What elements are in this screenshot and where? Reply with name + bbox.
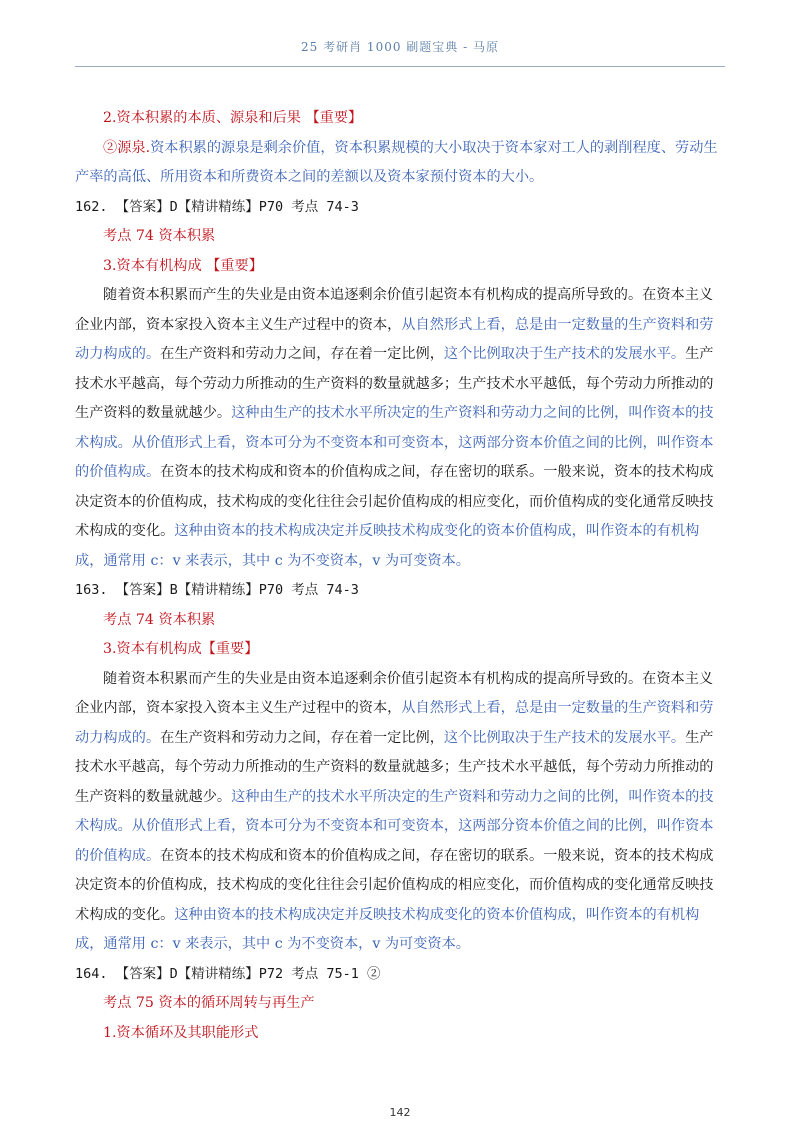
- source-label: ②源泉.: [103, 139, 151, 156]
- highlight-run: 这种由生产的技术水平所决定的生产资料和劳动力之间的比例，叫作资本的技术构成。从价值形式上看，资本可分为不变资本和可变资本，这两部分资本价值之间的比例，叫作资本的价值构成。: [75, 788, 714, 864]
- topic-heading-163: 考点 74 资本积累: [103, 611, 216, 628]
- answer-line-162: 162. 【答案】D【精讲精练】P70 考点 74-3: [75, 198, 359, 215]
- highlight-run: 从自然形式上看，总是由一定数量的生产资料和劳动力构成的。: [75, 316, 714, 362]
- highlight-run: 从自然形式上看，总是由一定数量的生产资料和劳动力构成的。: [75, 700, 714, 746]
- highlight-run: 这种由生产的技术水平所决定的生产资料和劳动力之间的比例，叫作资本的技术构成。从价值形式上看，资本可分为不变资本和可变资本，这两部分资本价值之间的比例，叫作资本的价值构成。: [75, 405, 714, 480]
- subtopic-heading-164: 1.资本循环及其职能形式: [103, 1024, 259, 1041]
- page-number: 142: [389, 1106, 411, 1119]
- highlight-run: 这种由资本的技术构成决定并反映技术构成变化的资本价值构成，叫作资本的有机构成，通常用 c：v 来表示，其中 c 为不变资本，v 为可变资本。: [75, 906, 700, 952]
- highlight-run: 这个比例取决于生产技术的发展水平。: [443, 346, 686, 362]
- topic-heading-164: 考点 75 资本的循环周转与再生产: [103, 995, 315, 1011]
- highlight-run: 这种由资本的技术构成决定并反映技术构成变化的资本价值构成，叫作资本的有机构成，通常用 c：v 来表示，其中 c 为不变资本，v 为可变资本。: [75, 523, 700, 569]
- subtopic-heading-162: 3.资本有机构成 【重要】: [103, 257, 263, 274]
- text-run: 在生产资料和劳动力之间，存在着一定比例，: [160, 346, 444, 362]
- text-run: 生产技术水平越高，每个劳动力所推动的生产资料的数量就越多；生产技术水平越低，每个劳动力所推动的生产资料的数量就越少。: [75, 729, 714, 805]
- subtopic-heading-163: 3.资本有机构成【重要】: [103, 641, 259, 657]
- page-header: 25 考研肖 1000 刷题宝典 - 马原: [301, 40, 499, 54]
- explanation-paragraph-162: [75, 281, 725, 576]
- text-run: 在资本的技术构成和资本的价值构成之间，存在密切的联系。一般来说，资本的技术构成决定资本的价值构成，技术构成的变化往往会引起价值构成的相应变化，而价值构成的变化通常反映技术构成的变化。: [75, 464, 714, 539]
- text-run: 随着资本积累而产生的失业是由资本追逐剩余价值引起资本有机构成的提高所导致的。在资本主义企业内部，资本家投入资本主义生产过程中的资本，: [75, 287, 714, 333]
- paragraph-source: [75, 134, 725, 193]
- answer-line-163: 163. 【答案】B【精讲精练】P70 考点 74-3: [75, 582, 359, 598]
- section-heading: 2.资本积累的本质、源泉和后果 【重要】: [103, 110, 363, 126]
- source-text: 资本积累的源泉是剩余价值，资本积累规模的大小取决于资本家对工人的剥削程度、劳动生产率的高低、所用资本和所费资本之间的差额以及资本家预付资本的大小。: [75, 139, 718, 185]
- header-divider: [75, 66, 725, 67]
- document-body: [75, 104, 725, 1048]
- topic-heading-162: 考点 74 资本积累: [103, 228, 216, 244]
- explanation-paragraph-163: [75, 665, 725, 960]
- text-run: 在资本的技术构成和资本的价值构成之间，存在密切的联系。一般来说，资本的技术构成决定资本的价值构成，技术构成的变化往往会引起价值构成的相应变化，而价值构成的变化通常反映技术构成的变化。: [75, 847, 714, 923]
- highlight-run: 这个比例取决于生产技术的发展水平。: [443, 729, 686, 746]
- text-run: 生产技术水平越高，每个劳动力所推动的生产资料的数量就越多；生产技术水平越低，每个劳动力所推动的生产资料的数量就越少。: [75, 346, 714, 421]
- text-run: 随着资本积累而产生的失业是由资本追逐剩余价值引起资本有机构成的提高所导致的。在资本主义企业内部，资本家投入资本主义生产过程中的资本，: [75, 670, 714, 716]
- answer-line-164: 164. 【答案】D【精讲精练】P72 考点 75-1 ②: [75, 965, 381, 982]
- text-run: 在生产资料和劳动力之间，存在着一定比例，: [160, 729, 444, 746]
